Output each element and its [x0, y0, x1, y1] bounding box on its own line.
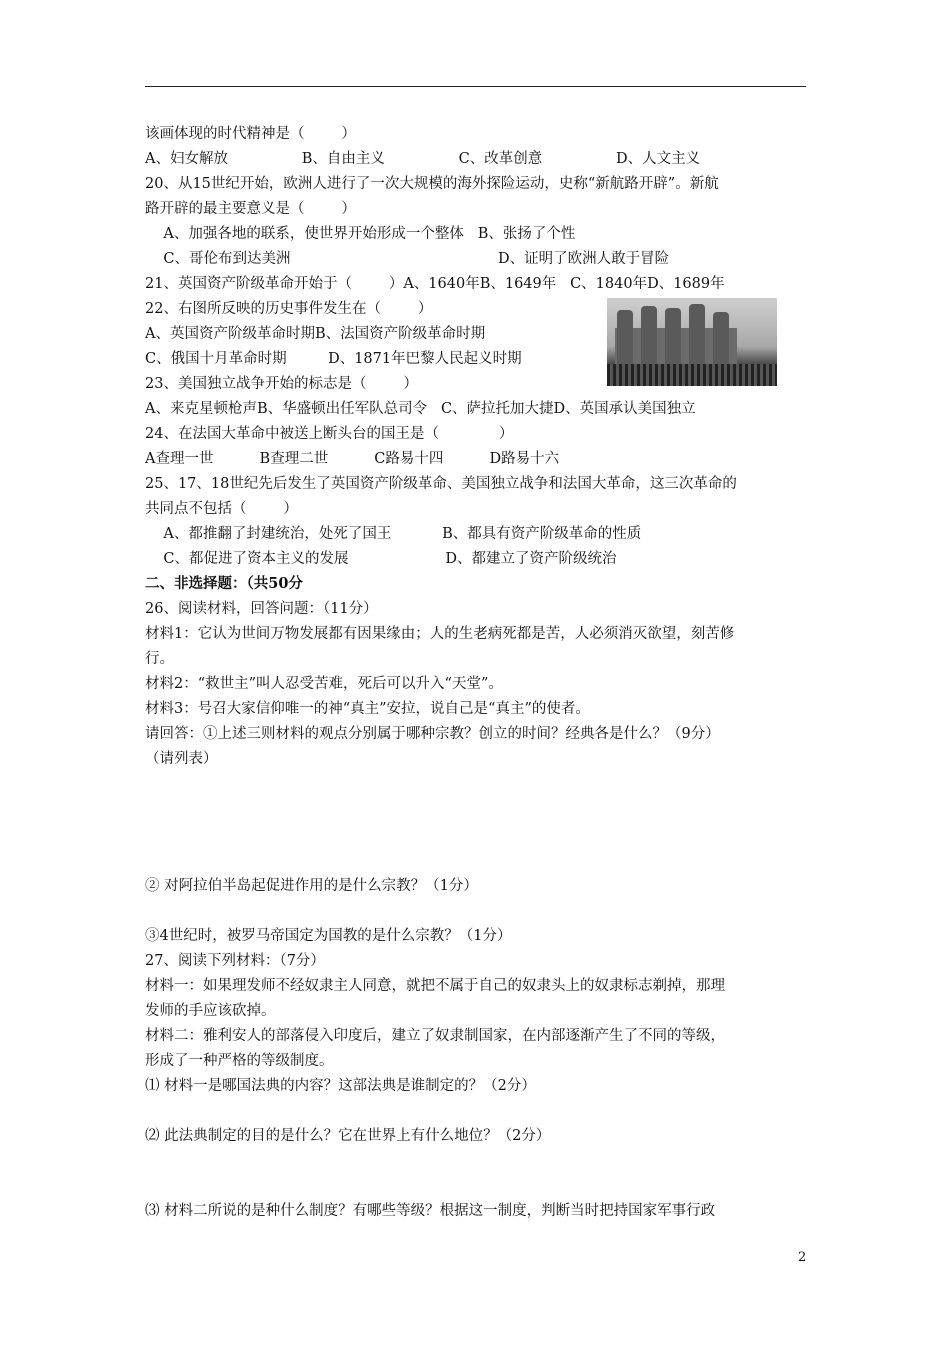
- q26-question1: 请回答：①上述三则材料的观点分别属于哪种宗教？创立的时间？经典各是什么？（9分）: [145, 726, 720, 742]
- q22-stem: 22、右图所反映的历史事件发生在（ ）: [145, 301, 433, 317]
- page-number: 2: [798, 1250, 807, 1265]
- q27-stem: 27、阅读下列材料：（7分）: [145, 953, 325, 969]
- tower-shape: [665, 308, 681, 368]
- bastille-photo: [607, 298, 777, 386]
- q26-question3: ③4世纪时，被罗马帝国定为国教的是什么宗教？（1分）: [145, 928, 512, 944]
- q26-material2: 材料2：“救世主”叫人忍受苦难，死后可以升入“天堂”。: [145, 676, 503, 692]
- q21: 21、英国资产阶级革命开始于（ ）A、1640年B、1649年 C、1840年D、1689年: [145, 276, 725, 292]
- header-rule: [145, 86, 806, 87]
- q25-stem-line1: 25、17、18世纪先后发生了英国资产阶级革命、美国独立战争和法国大革命，这三次革命的: [145, 476, 737, 492]
- q25-options-cd: C、都促进了资本主义的发展 D、都建立了资产阶级统治: [145, 551, 617, 567]
- q26-material1-line1: 材料1：它认为世间万物发展都有因果缘由；人的生老病死都是苦，人必须消灭欲望，刻苦修: [145, 626, 735, 642]
- q27-question2: ⑵ 此法典制定的目的是什么？它在世界上有什么地位？（2分）: [145, 1128, 551, 1144]
- q27-material2-line2: 形成了一种严格的等级制度。: [145, 1053, 334, 1069]
- tower-shape: [617, 310, 633, 368]
- q19-stem: 该画体现的时代精神是（ ）: [145, 126, 356, 142]
- q20-stem-line2: 路开辟的最主要意义是（ ）: [145, 201, 356, 217]
- q25-stem-line2: 共同点不包括（ ）: [145, 501, 298, 517]
- q20-stem-line1: 20、从15世纪开始，欧洲人进行了一次大规模的海外探险运动，史称“新航路开辟”。新航: [145, 176, 719, 192]
- q26-stem: 26、阅读材料，回答问题：（11分）: [145, 601, 378, 617]
- tower-shape: [713, 312, 729, 368]
- q19-options: A、妇女解放 B、自由主义 C、改革创意 D、人文主义: [145, 151, 701, 167]
- q27-question3: ⑶ 材料二所说的是种什么制度？有哪些等级？根据这一制度，判断当时把持国家军事行政: [145, 1203, 716, 1219]
- q22-options-ab: A、英国资产阶级革命时期B、法国资产阶级革命时期: [145, 326, 486, 342]
- q20-options-ab: A、加强各地的联系，使世界开始形成一个整体 B、张扬了个性: [145, 226, 576, 242]
- q23-stem: 23、美国独立战争开始的标志是（ ）: [145, 376, 418, 392]
- q24-stem: 24、在法国大革命中被送上断头台的国王是（ ）: [145, 426, 514, 442]
- tower-shape: [689, 304, 705, 368]
- q20-options-cd: C、哥伦布到达美洲 D、证明了欧洲人敢于冒险: [145, 251, 670, 267]
- q26-material3: 材料3：号召大家信仰唯一的神“真主”安拉，说自己是“真主”的使者。: [145, 701, 590, 717]
- q26-material1-line2: 行。: [145, 651, 174, 667]
- q26-question2: ② 对阿拉伯半岛起促进作用的是什么宗教？（1分）: [145, 878, 478, 894]
- tower-shape: [641, 306, 657, 368]
- q22-options-cd: C、俄国十月革命时期 D、1871年巴黎人民起义时期: [145, 351, 522, 367]
- q27-material1-line2: 发师的手应该砍掉。: [145, 1003, 276, 1019]
- q24-options: A查理一世 B查理二世 C路易十四 D路易十六: [145, 451, 560, 467]
- crowd-shape: [607, 364, 777, 386]
- q27-material2-line1: 材料二：雅利安人的部落侵入印度后，建立了奴隶制国家，在内部逐渐产生了不同的等级，: [145, 1028, 725, 1044]
- q27-material1-line1: 材料一：如果理发师不经奴隶主人同意，就把不属于自己的奴隶头上的奴隶标志剃掉，那理: [145, 978, 725, 994]
- q27-question1: ⑴ 材料一是哪国法典的内容？这部法典是谁制定的？（2分）: [145, 1078, 536, 1094]
- q26-question1-note: （请列表）: [145, 751, 218, 767]
- q23-options: A、来克星顿枪声B、华盛顿出任军队总司令 C、萨拉托加大捷D、英国承认美国独立: [145, 401, 696, 417]
- q25-options-ab: A、都推翻了封建统治，处死了国王 B、都具有资产阶级革命的性质: [145, 526, 642, 542]
- section-two-heading: 二、非选择题：（共50分: [145, 575, 303, 592]
